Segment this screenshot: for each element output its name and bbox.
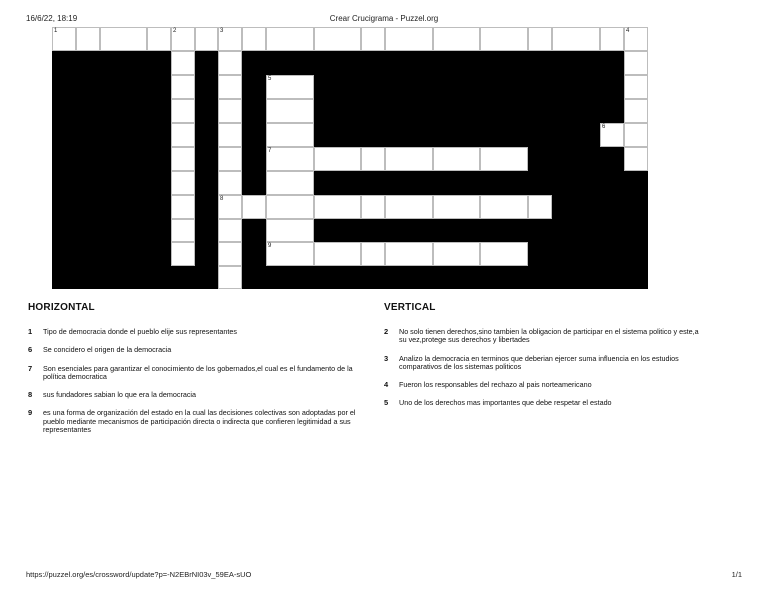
clue-item [28, 328, 358, 336]
grid-cell [171, 51, 195, 75]
grid-cell [266, 147, 314, 171]
grid-cell [171, 99, 195, 123]
grid-cell [171, 123, 195, 147]
grid-cell [171, 75, 195, 99]
grid-cell [480, 147, 528, 171]
grid-cell [171, 171, 195, 195]
grid-cell [266, 242, 314, 266]
clue-text: sus fundadores sabian lo que era la democracia [43, 390, 197, 400]
page-number: 1/1 [731, 570, 742, 579]
grid-cell [528, 27, 552, 51]
grid-cell [624, 51, 648, 75]
grid-cell [361, 27, 385, 51]
grid-cell [147, 27, 171, 51]
clue-item [384, 381, 704, 389]
clue-text: Tipo de democracia donde el pueblo elije sus representantes [43, 327, 237, 336]
grid-cell [266, 171, 314, 195]
grid-cell [624, 147, 648, 171]
clue-item [28, 365, 358, 382]
clue-number: 6 [28, 345, 33, 355]
clue-number: 3 [384, 353, 389, 363]
clue-number-label: 3 [220, 28, 224, 34]
clue-number-label: 1 [54, 28, 58, 34]
clue-item [384, 399, 704, 407]
grid-cell [433, 195, 480, 219]
clue-text: No solo tienen derechos,sino tambien la obligacion de participar en el sistema politico y este,a su vez,protege sus derechos y libertades [399, 327, 699, 345]
grid-cell [480, 27, 528, 51]
clue-item [28, 346, 358, 354]
clue-number-label: 8 [220, 196, 224, 202]
clue-item [384, 355, 704, 372]
clue-number-label: 7 [268, 148, 272, 154]
clue-number: 2 [384, 327, 389, 336]
horizontal-heading: HORIZONTAL [28, 302, 95, 313]
grid-cell [218, 171, 242, 195]
clue-item [28, 391, 358, 399]
grid-cell [266, 195, 314, 219]
clue-number: 8 [28, 390, 33, 400]
grid-cell [76, 27, 100, 51]
grid-cell [624, 123, 648, 147]
vertical-clue-list [384, 328, 704, 418]
clue-text: Son esenciales para garantizar el conocimiento de los gobernados,el cual es el fundamento de la política democratica [43, 363, 353, 381]
grid-cell [433, 147, 480, 171]
clue-number-label: 5 [268, 76, 272, 82]
grid-cell [218, 242, 242, 266]
grid-cell [480, 195, 528, 219]
grid-cell [361, 147, 385, 171]
grid-cell [385, 147, 433, 171]
clue-number: 9 [28, 408, 33, 418]
clue-text: Se concidero el origen de la democracia [43, 345, 172, 355]
clue-number-label: 2 [173, 28, 177, 34]
grid-cell [218, 75, 242, 99]
grid-cell [552, 27, 600, 51]
grid-cell [218, 51, 242, 75]
clue-item [28, 409, 358, 434]
clue-text: Uno de los derechos mas importantes que debe respetar el estado [399, 398, 612, 408]
grid-cell [480, 242, 528, 266]
horizontal-clue-list [28, 328, 358, 444]
clue-text: es una forma de organización del estado en la cual las decisiones colectivas son adoptadas por el pueblo mediante mecanismos de participación directa o indirecta que confieren legitimidad a sus representantes [43, 408, 356, 435]
grid-cell [314, 195, 361, 219]
grid-cell [266, 75, 314, 99]
grid-cell [218, 147, 242, 171]
grid-cell [433, 27, 480, 51]
clue-number: 7 [28, 363, 33, 373]
vertical-heading: VERTICAL [384, 302, 436, 313]
grid-cell [171, 195, 195, 219]
grid-cell [218, 123, 242, 147]
grid-cell [361, 242, 385, 266]
grid-cell [242, 27, 266, 51]
grid-cell [624, 99, 648, 123]
clue-item [384, 328, 704, 345]
grid-cell [218, 266, 242, 289]
clue-number: 4 [384, 380, 389, 390]
crossword-grid [52, 27, 648, 289]
clue-number-label: 6 [602, 124, 606, 130]
grid-cell [195, 27, 218, 51]
grid-cell [171, 219, 195, 242]
page-url: https://puzzel.org/es/crossword/update?p=-N2EBrNI03v_59EA-sUO [26, 570, 252, 579]
clue-text: Analizo la democracia en terminos que deberian ejercer suma influencia en los estudios comparativos de los sistemas politicos [399, 353, 679, 371]
grid-cell [600, 27, 624, 51]
print-date: 16/6/22, 18:19 [26, 14, 78, 23]
clue-number: 1 [28, 327, 33, 336]
grid-cell [100, 27, 147, 51]
grid-cell [433, 242, 480, 266]
page-title: Crear Crucigrama - Puzzel.org [329, 14, 439, 23]
grid-cell [314, 147, 361, 171]
grid-cell [266, 123, 314, 147]
grid-cell [385, 195, 433, 219]
grid-cell [171, 147, 195, 171]
grid-cell [266, 99, 314, 123]
grid-cell [218, 99, 242, 123]
grid-cell [266, 219, 314, 242]
grid-cell [171, 242, 195, 266]
clue-number: 5 [384, 398, 389, 408]
grid-cell [624, 75, 648, 99]
grid-cell [385, 242, 433, 266]
grid-cell [242, 195, 266, 219]
grid-cell [385, 27, 433, 51]
grid-cell [314, 27, 361, 51]
clue-number-label: 9 [268, 243, 272, 249]
clue-number-label: 4 [626, 28, 630, 34]
grid-cell [266, 27, 314, 51]
grid-cell [314, 242, 361, 266]
grid-cell [361, 195, 385, 219]
grid-cell [528, 195, 552, 219]
clue-text: Fueron los responsables del rechazo al pais norteamericano [399, 380, 592, 390]
grid-cell [218, 219, 242, 242]
